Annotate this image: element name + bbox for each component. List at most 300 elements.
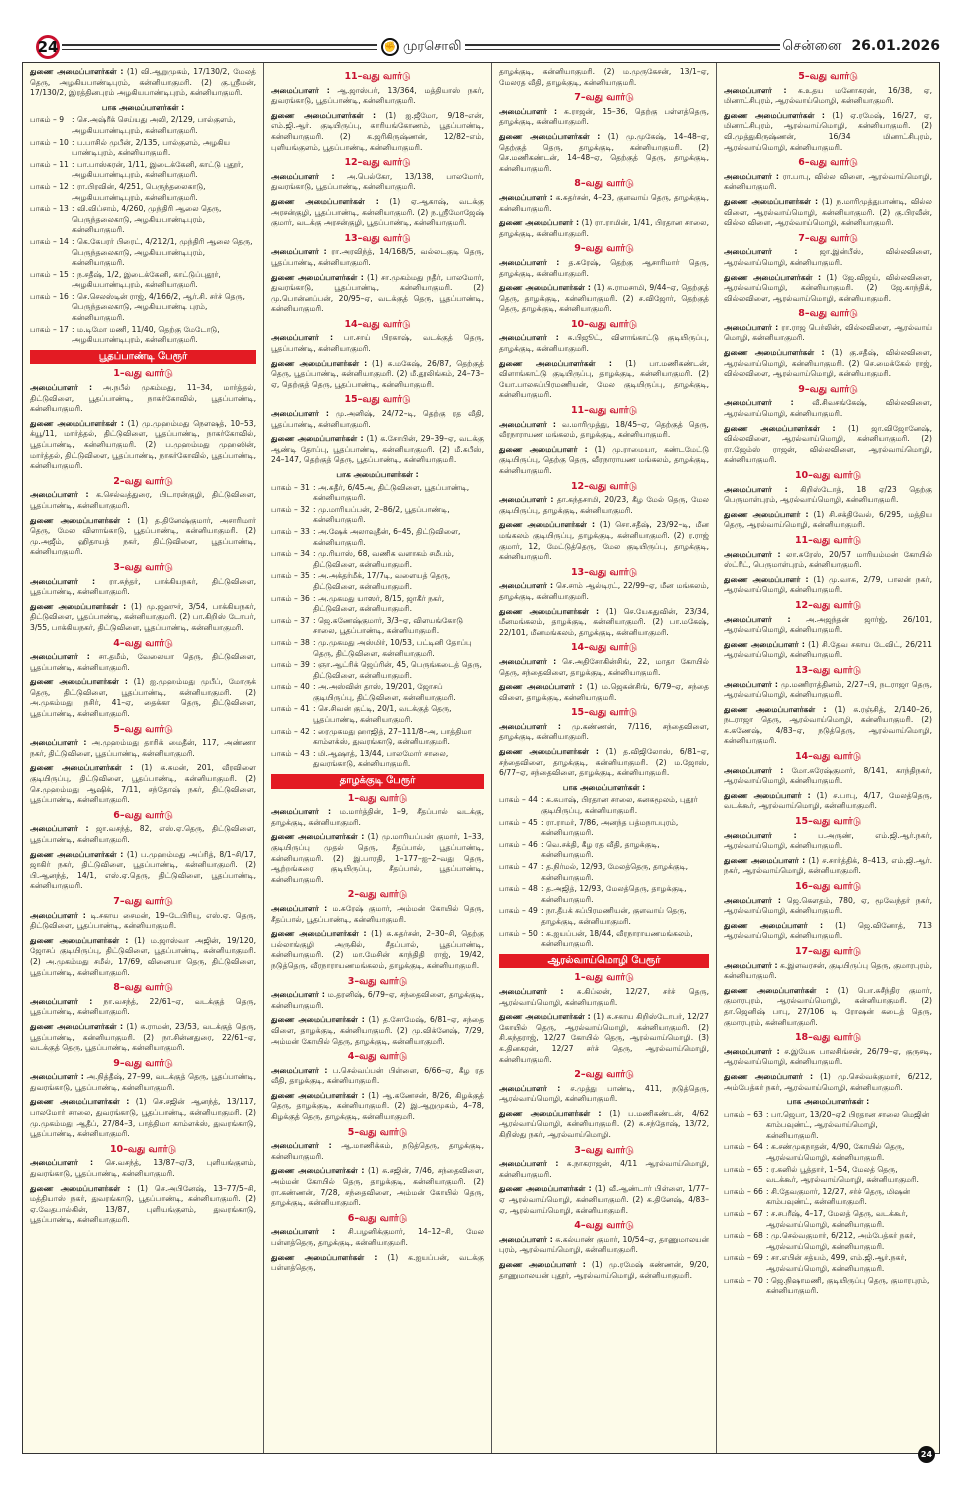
member-details: மு.மணிராத்தினம், 2/27–பி, நடராஜா தெரு, ஆரல்வாய்மொழி, கன்னியாகுமரி. — [724, 679, 933, 700]
member-entry — [499, 1235, 709, 1256]
member-entry — [30, 763, 256, 805]
part-organiser: : ர.கனில் பூத்தார், 1–54, மேலத் தெரு, வடக்கூர், ஆரல்வாய்மொழி, கன்னியாகுமரி. — [766, 1164, 919, 1185]
member-details: (1) ம.ஜெகன்சிங், 6/79–ஏ, சந்தை விளை, தாழக்குடி, கன்னியாகுமரி. — [499, 682, 709, 702]
member-entry — [724, 273, 932, 305]
member-entry — [30, 419, 256, 472]
role-label: துணை அமைப்பாளர் : — [724, 509, 809, 519]
member-entry — [724, 424, 932, 466]
part-organiser: : த.நிர்மல், 12/93, மேலத்தெரு, தாழக்குடி, கன்னியாகுமரி. — [541, 862, 689, 882]
member-entry — [724, 111, 932, 153]
member-details: (1) மு.ரமேஷ் கண்ணன், 9/20, தாணுமாலயன் புதூர், ஆரல்வாய்மொழி, கன்னியாகுமரி. — [499, 1260, 709, 1280]
part-row — [271, 527, 484, 548]
part-organiser: : பா.ஜெபா, 13/20–ஏ2 பிரதான சாலை மெஜின் காம்பவுண்ட், ஆரல்வாய்மொழி, கன்னியாகுமரி. — [766, 1109, 930, 1140]
role-label: அமைப்பாளர் : — [724, 830, 797, 840]
part-organisers-title: பாக அமைப்பாளர்கள் : — [336, 470, 419, 479]
ward-heading: 14–வது வார்டு — [794, 751, 862, 763]
part-number: பாகம் – 36 — [271, 593, 310, 603]
member-entry — [724, 921, 932, 942]
member-entry — [499, 1109, 709, 1141]
member-details: ம.சுரேஷ் குமார், அம்மன் கோயில் தெரு, சீதப்பால், பூதப்பாண்டி, கன்னியாகுமரி. — [271, 903, 484, 924]
member-entry — [30, 738, 256, 759]
member-entry — [499, 722, 709, 743]
ward-heading: 7–வது வார்டு — [113, 895, 173, 907]
member-entry — [271, 86, 484, 107]
member-details: ப.அருண், எம்.ஜி.ஆர்.நகர், ஆரல்வாய்மொழி, கன்னியாகுமரி. — [724, 830, 932, 851]
member-entry — [499, 657, 709, 678]
role-label: துணை அமைப்பாளர்கள் : — [30, 515, 131, 525]
member-details: க.செல்வத்துரை, பிடாரன்குழி, திட்டுவிளை, பூதப்பாண்டி, கன்னியாகுமரி. — [30, 490, 256, 510]
member-details: அ.நபீல் முகம்மது, 11–34, மார்த்தல், திட்டுவிளை, பூதப்பாண்டி, நாகர்கோவில், பூதப்பாண்டி, கன்னியாகுமரி. — [30, 383, 256, 414]
part-organiser: : த.அஜித், 12/93, மேலத்தெரு, தாழக்குடி, கன்னியாகுமரி. — [541, 884, 687, 904]
part-organiser: : வி.விப்சாம், 4/260, முந்திரி ஆலை தெரு, பெருந்தலைகாடு, அழகியபாண்டிபுரம், கன்னியாகுமரி. — [72, 204, 222, 235]
part-organiser: : அ.முகமது யாஸர், 8/15, ஜாகீர் நகர், திட்டுவிளை, கன்னியாகுமரி. — [313, 593, 445, 614]
part-row — [30, 292, 256, 324]
role-label: துணை அமைப்பாளர்கள் : — [499, 747, 599, 757]
member-entry — [724, 1072, 932, 1093]
ward-heading: 10–வது வார்டு — [109, 1143, 177, 1155]
member-entry — [271, 990, 484, 1011]
part-organiser: : மு.ரியாஸ், 68, வணிக வளாகம் சமீபம், திட்டுவிளை, கன்னியாகுமரி. — [313, 549, 455, 569]
role-label: அமைப்பாளர் : — [724, 1046, 780, 1056]
ward-heading: 15–வது வார்டு — [570, 707, 638, 719]
page-number-badge: 24 — [36, 35, 60, 59]
member-details: (1) சி.சக்திவேல், 6/295, மத்திய தெரு, ஆரல்வாய்மொழி, கன்னியாகுமரி. — [724, 509, 932, 530]
ward-heading: 1–வது வார்டு — [347, 792, 408, 804]
role-label: துணை அமைப்பாளர்கள் : — [30, 677, 128, 687]
role-label: துணை அமைப்பாளர்கள் : — [499, 283, 591, 293]
member-details: (1) ம.ஜாஸ்வா அஜின், 19/120, ஜோசப் குடியிருப்பு, திட்டுவிளை, பூதப்பாண்டி, கன்னியாகுமரி. (2) அ.முகம்மது சமீல், 17/69, வினையா தெரு, திட்டுவிளை, பூதப்பாண்டி, கன்னியாகுமரி. — [30, 935, 256, 977]
role-label: அமைப்பாளர் : — [271, 247, 327, 257]
member-entry — [499, 218, 709, 239]
ward-heading: 4–வது வார்டு — [347, 1051, 408, 1063]
ward-heading: 3–வது வார்டு — [347, 975, 408, 987]
part-organiser: : ரைமுகமது ஹாஜித், 27–111/8–அ, பாத்திமா காம்ளக்ஸ், துவரங்காடு, கன்னியாகுமரி. — [313, 726, 472, 747]
ward-heading: 18–வது வார்டு — [794, 1032, 862, 1044]
part-number: பாகம் – 67 — [724, 1209, 763, 1219]
part-number: பாகம் – 45 — [499, 817, 538, 827]
member-details: மு.அனிஷ், 24/72–டி, தெற்கு ரத வீதி, பூதப்பாண்டி, கன்னியாகுமரி. — [271, 409, 484, 429]
part-organiser: : அ.அக்தர்மீக், 17/7டி, வளையத் தெரு, திட்டுவிளை, கன்னியாகுமரி. — [313, 571, 451, 591]
role-label: துணை அமைப்பாளர்கள் : — [499, 358, 612, 368]
part-row — [499, 906, 709, 927]
part-number: பாகம் – 68 — [724, 1231, 763, 1241]
member-details: (1) ஐ.ஜீமோ, 9/18–என், எம்.ஜி.ஆர். குடியிருப்பு, காரியங்கோணம், பூதப்பாண்டி, கன்னியாகுமரி. (2) க.ஜரிகிருஷ்ணன், 12/82–எம், புளியங்குளம், பூதப்பாண்டி, கன்னியாகுமரி. — [271, 110, 484, 152]
paper-logo — [381, 38, 462, 56]
part-row — [724, 1276, 932, 1297]
part-number: பாகம் – 66 — [724, 1186, 763, 1196]
role-label: அமைப்பாளர் : — [724, 549, 781, 559]
member-entry — [30, 652, 256, 673]
role-label: துணை அமைப்பாளர்கள் : — [724, 423, 836, 433]
role-label: அமைப்பாளர் : — [499, 419, 556, 429]
dateline — [782, 38, 940, 56]
member-entry — [499, 1159, 709, 1180]
role-label: துணை அமைப்பாளர்கள் : — [271, 358, 368, 368]
part-organiser: : செ.அஷ்ரீக் செய்யது அலி, 2/129, பால்குளம், அழகியபாண்டிபுரம், கன்னியாகுமரி. — [72, 115, 236, 135]
ward-heading: 12–வது வார்டு — [570, 480, 638, 492]
part-number: பாகம் – 43 — [271, 748, 310, 758]
part-number: பாகம் – 13 — [30, 204, 69, 214]
role-label: அமைப்பாளர் : — [499, 986, 564, 996]
member-details: (1) வீ.ஆண்டார் பிள்ளை, 1/77–ஏ ஆரல்வாய்மொழி, கன்னியாகுமரி. (2) சு.தினேஷ், 4/83–ஏ, ஆரல்வாய்மொழி, கன்னியாகுமரி. — [499, 1184, 709, 1215]
part-number: பாகம் – 14 — [30, 236, 69, 246]
member-entry — [271, 832, 484, 885]
role-label: அமைப்பாளர் : — [724, 398, 794, 408]
member-details: சு.இளவரசன், குடியிருப்பு தெரு, குமாரபுரம், கன்னியாகுமரி. — [724, 960, 932, 981]
role-label: துணை அமைப்பாளர்கள் : — [30, 935, 129, 945]
part-number: பாகம் – 32 — [271, 504, 310, 514]
part-number: பாகம் – 70 — [724, 1275, 763, 1285]
member-details: (1) த.சோமேஷ், 6/81–ஏ, சந்தை விளை, தாழக்குடி, கன்னியாகுமரி. (2) மு.விக்னேஷ், 7/29, அம்மன் கோயில் தெரு, தாழக்குடி, கன்னியாகுமரி. — [271, 1015, 485, 1046]
role-label: அமைப்பாளர் : — [499, 495, 554, 505]
member-entry — [724, 510, 932, 531]
section-banner: ஆரல்வாய்மொழி பேரூர் — [499, 954, 709, 969]
part-number: பாகம் – 35 — [271, 571, 310, 581]
part-organisers-title: பாக அமைப்பாளர்கள் : — [562, 782, 646, 792]
part-organiser: : செ.செலஸ்டின் ராஜ், 4/166/2, ஆர்.சி. சர்ச் தெரு, பெருந்தலைகாடு, அழகியபாண்டி புரம், கன்னியாகுமரி. — [72, 291, 245, 323]
member-entry — [724, 856, 932, 877]
role-label: அமைப்பாளர் : — [271, 807, 331, 817]
member-details: (1) ஆ.கணேசன், 8/26, கிழக்குத் தெரு, தாழக்குடி, கன்னியாகுமரி. (2) இ.ஆறுமுகம், 4–78, கிழக்குத் தெரு, தாழக்குடி, கன்னியாகுமரி. — [271, 1090, 484, 1122]
member-details: அ.அஜந்தன் ஜார்ஜ், 26/101, ஆரல்வாய்மொழி, கன்னியாகுமரி. — [724, 614, 932, 635]
role-label: துணை அமைப்பாளர் : — [499, 1260, 586, 1269]
member-details: (1) த.விஜிலோஸ், 6/81–ஏ, சந்தைவிளை, தாழக்குடி, கன்னியாகுமரி. (2) ம.ஜோஸ், 6/77–ஏ, சந்தைவிளை, தாழக்குடி, கன்னியாகுமரி. — [499, 747, 709, 778]
column-4 — [717, 63, 939, 1453]
member-entry — [30, 1022, 256, 1054]
part-organiser: : சா.எபின் சத்யம், 499, எம்.ஜி.ஆர்.நகர், ஆரல்வாய்மொழி, கன்னியாகுமரி. — [766, 1253, 907, 1273]
ward-heading: 10–வது வார்டு — [570, 318, 638, 330]
role-label: அமைப்பாளர் : — [724, 322, 779, 332]
part-row — [30, 204, 256, 236]
role-label: அமைப்பாளர் : — [499, 192, 553, 202]
article-frame — [22, 62, 940, 1454]
murasoli-emblem-icon: ✊ — [381, 38, 399, 56]
role-label: துணை அமைப்பாளர்கள் : — [499, 1108, 602, 1118]
role-label: அமைப்பாளர் : — [499, 581, 554, 591]
part-organiser: : அ.சுதீர், 6/45அ, திட்டுவிளை, பூதப்பாண்டி, கன்னியாகுமரி. — [313, 482, 470, 503]
part-row — [271, 660, 484, 681]
member-entry — [724, 247, 932, 268]
member-entry — [724, 1047, 932, 1068]
part-row — [271, 749, 484, 770]
role-label: அமைப்பாளர் : — [30, 383, 92, 393]
paper-name: முரசொலி — [402, 39, 462, 54]
member-details: வீ.சிவசங்கேஷ், வில்லவிளை, ஆரல்வாய்மொழி, கன்னியாகுமரி. — [724, 398, 932, 419]
role-label: அமைப்பாளர் : — [30, 1158, 94, 1168]
member-details: சு.கல்யாண் குமார், 10/54–ஏ, தாணுமாலயன் புரம், ஆரல்வாய்மொழி, கன்னியாகுமரி. — [499, 1234, 710, 1255]
member-details: (1) த.தினேஷ்குமார், அசாரிமார் தெரு, மேல விளாங்காடு, பூதப்பாண்டி, கன்னியாகுமரி. (2) மு.அஜீம், ஹிதாயத் நகர், திட்டுவிளை, பூதப்பாண்டி, கன்னியாகுமரி. — [30, 515, 256, 557]
member-entry — [30, 1072, 256, 1093]
divider — [465, 44, 780, 50]
part-row — [30, 160, 256, 181]
role-label: அமைப்பாளர் : — [271, 171, 335, 181]
ward-heading: 14–வது வார்டு — [344, 318, 411, 330]
role-label: அமைப்பாளர் : — [724, 247, 798, 257]
part-number: பாகம் – 17 — [30, 324, 69, 334]
part-organiser: : சு.சுபாஷ், பிரதான சாலை, கனகமூலம், புதூர் குடியிருப்பு, கன்னியாகுமரி. — [541, 795, 698, 816]
member-entry — [271, 1141, 484, 1162]
role-label: அமைப்பாளர் : — [271, 333, 333, 343]
role-label: அமைப்பாளர் : — [724, 484, 788, 494]
part-organiser: : செ.சிவன் குட்டி, 20/1, வடக்குத் தெரு, பூதப்பாண்டி, கன்னியாகுமரி. — [313, 704, 452, 725]
role-label: அமைப்பாளர் : — [271, 990, 325, 1000]
member-entry — [30, 67, 256, 99]
role-label: அமைப்பாளர் : — [30, 576, 96, 586]
role-label: துணை அமைப்பாளர்கள் : — [499, 606, 600, 616]
ward-heading: 9–வது வார்டு — [113, 1057, 173, 1069]
member-details: மோ.சுரேஷ்குமார், 8/141, காந்திநகர், ஆரல்வாய்மொழி, கன்னியாகுமரி. — [724, 765, 932, 786]
role-label: துணை அமைப்பாளர்கள் : — [724, 985, 829, 995]
role-label: துணை அமைப்பாளர் : — [724, 920, 823, 930]
role-label: துணை அமைப்பாளர்கள் : — [724, 272, 822, 282]
member-entry — [724, 485, 932, 506]
role-label: அமைப்பாளர் : — [271, 1227, 335, 1237]
member-details: (1) ச.பாபு, 4/17, மேலத்தெரு, வடக்கூர், ஆரல்வாய்மொழி, கன்னியாகுமரி. — [724, 790, 932, 811]
member-entry — [724, 986, 932, 1028]
role-label: துணை அமைப்பாளர்கள் : — [271, 1090, 365, 1100]
part-row — [271, 594, 484, 615]
member-entry — [271, 409, 484, 430]
ward-heading: 10–வது வார்டு — [794, 470, 862, 481]
role-label: அமைப்பாளர் : — [499, 1083, 561, 1093]
member-details: க.சுதர்சன், 4–23, குளவாய் தெரு, தாழக்குடி, கன்னியாகுமரி. — [499, 192, 709, 213]
part-number: பாகம் – 65 — [724, 1164, 763, 1174]
member-entry — [499, 445, 709, 477]
part-organiser: : பா.பாஸ்கரன், 1/11, இடைக்கேனி, காட்டு புதூர், அழகியபாண்டிபுரம், கன்னியாகுமரி. — [72, 159, 244, 180]
member-details: (1) சு.சஜின், 7/46, சந்தைவிளை, அம்மன் கோயில் தெரு, தாழக்குடி, கன்னியாகுமரி. (2) ரா.கண்ணன், 7/28, சந்தைவிளை, அம்மன் கோயில் தெரு, தாழக்குடி, கன்னியாகுமரி. — [271, 1166, 485, 1208]
member-entry — [271, 1015, 484, 1047]
part-row — [271, 727, 484, 748]
role-label: துணை அமைப்பாளர்கள் : — [271, 832, 365, 842]
part-organiser: : சு.சண்முகநாதன், 4/90, கோயில் தெரு, ஆரல்வாய்மொழி, கன்னியாகுமரி. — [766, 1142, 905, 1163]
member-details: (1) ஏ.ரமேஷ், 16/27, ஏ, மினாட்சிபுரம், ஆரல்வாய்மொழி, கன்னியாகுமரி. (2) வி.முத்துகிருஷ்ணன், 16/34 மினாட்சிபுரம், ஆரல்வாய்மொழி, கன்னியாகுமரி. — [724, 110, 932, 152]
part-organiser: : ரா.ராமர், 7/86, அனந்த பத்மநாபபுரம், கன்னியாகுமரி. — [541, 817, 679, 838]
role-label: துணை அமைப்பாளர்கள் : — [30, 1021, 124, 1031]
ward-heading: 8–வது வார்டு — [113, 982, 173, 994]
part-number: பாகம் – 12 — [30, 181, 69, 191]
part-row — [724, 1165, 932, 1186]
ward-heading: 6–வது வார்டு — [798, 157, 858, 169]
part-row — [724, 1187, 932, 1208]
role-label: துணை அமைப்பாளர்கள் : — [30, 601, 127, 611]
ward-heading: 2–வது வார்டு — [574, 1069, 634, 1081]
city: சென்னை — [782, 38, 842, 54]
member-entry — [724, 575, 932, 596]
member-entry — [724, 615, 932, 636]
role-label: அமைப்பாளர் : — [499, 656, 557, 666]
member-details: (1) செ.சஜின் ஆனந்த், 13/117, பாலமோர் சாலை, துவரங்காடு, பூதப்பாண்டி, கன்னியாகுமரி. (2) மு.முகம்மது ஆதீப், 27/84–3, பாத்திமா காம்ளக்ஸ், துவரங்காடு, பூதப்பாண்டி, கன்னியாகுமரி. — [30, 1097, 256, 1139]
divider — [62, 44, 377, 50]
part-row — [271, 549, 484, 570]
ward-heading: 11–வது வார்டு — [570, 405, 638, 417]
part-number: பாகம் – 10 — [30, 137, 69, 147]
column-1 — [23, 63, 264, 1453]
member-details: மு.கண்ணன், 7/116, சந்தைவிளை, தாழக்குடி, கன்னியாகுமரி. — [499, 721, 709, 742]
part-row — [30, 325, 256, 346]
member-entry — [724, 172, 932, 193]
member-entry — [30, 850, 256, 892]
member-details: (1) சு.ராமசாமி, 9/44–ஏ, தெற்குத் தெரு, தாழக்குடி, கன்னியாகுமரி. (2) ச.விஜோர், தெற்குத் தெரு, தாழக்குடி, கன்னியாகுமரி. — [499, 283, 709, 314]
member-entry — [724, 348, 932, 380]
member-details: (1) ஜே.விஜய், வில்லவிளை, ஆரல்வாய்மொழி, கன்னியாகுமரி. (2) ஜே.காந்திக், வில்லவிளை, ஆரல்வாய்மொழி, கன்னியாகுமரி. — [724, 272, 932, 303]
member-details: (1) ஐ.முஹம்மது முபீப், மோருக் தெரு, திட்டுவிளை, பூதப்பாண்டி, கன்னியாகுமரி. (2) அ.முகம்மது நசிர், 41–ஏ, தைக்கா தெரு, திட்டுவிளை, பூதப்பாண்டி, கன்னியாகுமரி. — [30, 677, 256, 719]
member-details: அ.நித்தீஷ், 27–99, வடக்குத் தெரு, பூதப்பாண்டி, துவரங்காடு, பூதப்பாண்டி, கன்னியாகுமரி. — [30, 1072, 256, 1092]
part-number: பாகம் – 37 — [271, 615, 310, 625]
member-entry — [499, 1260, 709, 1281]
part-row — [30, 270, 256, 291]
member-details: (1) மு.ஜஹுர், 3/54, பாக்கியநகர், திட்டுவிளை, பூதப்பாண்டி, கன்னியாகுமரி. (2) பா.கிறிஸ் டோபர், 3/55, பாக்கியநகர், திட்டுவிளை, பூதப்பாண்டி, கன்னியாகுமரி. — [30, 601, 256, 632]
role-label: அமைப்பாளர் : — [30, 490, 89, 500]
part-organiser: : ந.சதீஷ், 1/2, இடைக்கேனி, காட்டுப்புதூர், அழகியபாண்டிபுரம், கன்னியாகுமரி. — [72, 269, 221, 290]
member-details: நா.வசந்த், 22/61–ஏ, வடக்குத் தெரு, பூதப்பாண்டி, கன்னியாகுமரி. — [30, 996, 256, 1017]
member-entry — [499, 1084, 709, 1105]
part-organiser: : நா.தீபக் சுப்பிரமணியன், குளவாய் தெரு, தாழக்குடி, கன்னியாகுமரி. — [541, 906, 687, 926]
role-label: துணை அமைப்பாளர்கள் : — [271, 1252, 378, 1262]
column-2 — [264, 63, 492, 1453]
ward-heading: 12–வது வார்டு — [794, 599, 862, 611]
role-label: அமைப்பாளர் : — [724, 895, 781, 905]
role-label: அமைப்பாளர் : — [724, 171, 779, 181]
member-details: அ.முஹம்மது தாரிக் மைதீன், 117, அண்ணா நகர், திட்டுவிளை, பூதப்பாண்டி, கன்னியாகுமரி. — [30, 738, 256, 758]
part-number: பாகம் – 31 — [271, 482, 310, 492]
role-label: துணை அமைப்பாளர்கள் : — [30, 849, 124, 859]
ward-heading: 5–வது வார்டு — [113, 723, 173, 735]
ward-heading: 13–வது வார்டு — [344, 232, 411, 244]
role-label: அமைப்பாளர் : — [499, 257, 560, 267]
part-organiser: : ம.டிமோ மணி, 11/40, தெற்கு மேடோடு, அழகியபாண்டிபுரம், கன்னியாகுமரி. — [72, 324, 220, 345]
issue-date: 26.01.2026 — [851, 38, 941, 54]
member-entry — [30, 516, 256, 558]
part-row — [499, 862, 709, 883]
part-organiser: : ஜெ.நிஷாமணி, குடியிருப்பு தெரு, குமாரபுரம், கன்னியாகுமரி. — [766, 1275, 930, 1296]
ward-heading: 1–வது வார்டு — [113, 368, 173, 380]
role-label: துணை அமைப்பாளர்கள் : — [271, 1166, 365, 1176]
member-details: (1) மு.வாசு, 2/79, பாலன் நகர், ஆரல்வாய்மொழி, கன்னியாகுமரி. — [724, 574, 932, 595]
role-label: அமைப்பாளர் : — [499, 1234, 553, 1244]
part-number: பாகம் – 39 — [271, 660, 310, 670]
member-details: ரா.பாபு, வில்ல விளை, ஆரல்வாய்மொழி, கன்னியாகுமரி. — [724, 171, 932, 192]
role-label: துணை அமைப்பாளர்கள் : — [271, 110, 377, 120]
member-entry — [499, 1184, 709, 1216]
part-number: பாகம் – 42 — [271, 726, 310, 736]
member-details: (1) சி.தேவ சகாய டேவிட், 26/211 ஆரல்வாய்மொழி, கன்னியாகுமரி. — [724, 639, 932, 660]
part-organiser: : மு.மாரியப்பன், 2–86/2, பூதப்பாண்டி, கன்னியாகுமரி. — [313, 504, 450, 525]
part-organiser: : கெ.கேபரர் பிரைட், 4/212/1, முந்திரி ஆலை தெரு, பெருந்தலைகாடு, அழகியபாண்டிபுரம், கன்னியாகுமரி. — [72, 236, 253, 268]
member-details: (1) க.சுமன், 201, வீரவிளை குடியிருப்பு, திட்டுவிளை, பூதப்பாண்டி, கன்னியாகுமரி. (2) செ.முஹம்மது ஆஷிக், 7/11, சந்தோஷ் நகர், திட்டுவிளை, பூதப்பாண்டி, கன்னியாகுமரி. — [30, 763, 256, 805]
part-number: பாகம் – 11 — [30, 159, 69, 169]
part-row — [499, 884, 709, 905]
role-label: துணை அமைப்பாளர்கள் : — [30, 1097, 130, 1107]
member-entry — [724, 197, 932, 229]
member-details: (1) செ.யேசுதுவின், 23/34, மீனமங்கலம், தாழக்குடி, கன்னியாகுமரி. (2) பா.மகேஷ், 22/101, மீனமங்கலம், தாழக்குடி, கன்னியாகுமரி. — [499, 606, 709, 637]
member-details: ச.இயேசு பாலசிங்சன், 26/79–ஏ, குருசடி, ஆரல்வாய்மொழி, கன்னியாகுமரி. — [724, 1046, 932, 1067]
member-entry — [724, 766, 932, 787]
masthead — [36, 34, 940, 60]
role-label: அமைப்பாளர் : — [724, 614, 791, 624]
ward-heading: 15–வது வார்டு — [794, 816, 862, 828]
member-entry — [499, 495, 709, 516]
member-entry — [271, 807, 484, 828]
column-3 — [492, 63, 717, 1453]
part-row — [724, 1110, 932, 1142]
role-label: அமைப்பாளர் : — [30, 824, 89, 834]
member-details: (1) சொ.சதீஷ், 23/92–டி, மீன மங்கலம் குடியிருப்பு, தாழக்குடி, கன்னியாகுமரி. (2) ர.ராஜ் குமார், 12, மேட்டுத்தெரு, மேல குடியிருப்பு, தாழக்குடி, கன்னியாகுமரி. — [499, 520, 709, 562]
member-details: (1) சு.மகேஷ், 26/87, தெற்குத் தெரு, பூதப்பாண்டி, கன்னியாகுமரி. (2) மீ.தூலிங்கம், 24–73–ஏ, தெற்குத் தெரு, பூதப்பாண்டி, கன்னியாகுமரி. — [271, 358, 484, 389]
role-label: அமைப்பாளர் : — [30, 738, 87, 748]
part-organiser: : அ.அஸ்வின் தாஸ், 19/201, ஜோசப் குடியிருப்பு, திட்டுவிளை, கன்னியாகுமரி. — [313, 682, 456, 702]
member-details: ஆ.ஜாஸ்பர், 13/364, மத்தியாஸ் நகர், துவரங்காடு, பூதப்பாண்டி, கன்னியாகுமரி. — [271, 85, 485, 106]
member-details: ஆ.மாணிக்கம், நடுத்தெரு, தாழக்குடி, கன்னியாகுமரி. — [271, 1141, 484, 1161]
part-number: பாகம் – 64 — [724, 1142, 763, 1152]
ward-heading: 6–வது வார்டு — [347, 1212, 408, 1224]
role-label: துணை அமைப்பாளர்கள் : — [724, 196, 819, 206]
part-row — [30, 237, 256, 269]
member-entry — [30, 1184, 256, 1226]
part-organiser: : ச.சபரீஷ், 4–17, மேலத் தெரு, வடக்கூர், ஆரல்வாய்மொழி, கன்னியாகுமரி. — [766, 1209, 908, 1229]
role-label: துணை அமைப்பாளர் : — [499, 218, 579, 228]
role-label: துணை அமைப்பாளர்கள் : — [724, 704, 827, 714]
member-entry — [499, 193, 709, 214]
part-row — [271, 505, 484, 526]
role-label: அமைப்பாளர் : — [30, 652, 90, 662]
member-details: சு.ராஜன், 15–36, தெற்கு பள்ளத்தெரு, தாழக்குடி, கன்னியாகுமரி. — [499, 106, 709, 127]
member-details: சு.உதய மனோகரன், 16/38, ஏ, மினாட்சிபுரம், ஆரல்வாய்மொழி, கன்னியாகுமரி. — [724, 85, 932, 106]
part-number: பாகம் – 47 — [499, 862, 538, 871]
role-label: அமைப்பாளர் : — [499, 1159, 559, 1169]
member-details: (1) க.சோபின், 29–39–ஏ, வடக்கு ஆண்டி தோப்பு, பூதப்பாண்டி, கன்னியாகுமரி. (2) மீ.சுபீஸ், 24–147, தெற்குத் தெரு, பூதப்பாண்டி, கன்னியாகுமரி. — [271, 434, 485, 465]
member-details: ஜா.இன்பீஸ், வில்லவிளை, ஆரல்வாய்மொழி, கன்னியாகுமரி. — [724, 247, 932, 267]
part-row — [271, 704, 484, 725]
role-label: துணை அமைப்பாளர்கள் : — [271, 1015, 365, 1025]
ward-heading: 1–வது வார்டு — [574, 972, 634, 984]
member-details: (1) க.ஐயப்பன், வடக்கு பள்ளத்தெரு, — [271, 1252, 484, 1273]
role-label: அமைப்பாளர் : — [271, 85, 330, 95]
member-details: தாழக்குடி, கன்னியாகுமரி. (2) ம.முருகேசன், 13/1–ஏ, மேலரத வீதி, தாழக்குடி, கன்னியாகுமரி. — [499, 67, 709, 87]
ward-heading: 9–வது வார்டு — [574, 243, 634, 255]
role-label: துணை அமைப்பாளர்கள் : — [724, 348, 825, 358]
ward-heading: 5–வது வார்டு — [798, 71, 858, 82]
member-details: ஜா.வசந்த், 82, எஸ்.ஏ.தெரு, திட்டுவிளை, பூதப்பாண்டி, கன்னியாகுமரி. — [30, 824, 256, 844]
role-label: துணை அமைப்பாளர்கள் : — [499, 131, 601, 141]
part-row — [499, 929, 709, 950]
member-details: (1) பா.மணிகண்டன், விளாங்காட்டு குடியிருப்பு, தாழக்குடி, கன்னியாகுமரி. (2) யோ.பாலசுப்பிரமணியன், மேல குடியிருப்பு, தாழக்குடி, கன்னியாகுமரி. — [499, 358, 709, 400]
part-row — [30, 115, 256, 136]
member-details: ம.தரனிஷ், 6/79–ஏ, சந்தைவிளை, தாழக்குடி, கன்னியாகுமரி. — [271, 990, 484, 1010]
role-label: துணை அமைப்பாளர்கள் : — [499, 1184, 592, 1194]
ward-heading: 13–வது வார்டு — [570, 566, 638, 578]
member-details: ப.செல்வப்பன் பிள்ளை, 6/66–ஏ, கீழ ரத வீதி, தாழக்குடி, கன்னியாகுமரி. — [271, 1065, 484, 1086]
member-entry — [271, 247, 484, 268]
role-label: துணை அமைப்பாளர்கள் : — [499, 1012, 591, 1022]
part-organiser: : சி.தேவகுமார், 12/27, சர்ச் தெரு, மிஷன் காம்பவுண்ட், கன்னியாகுமரி. — [766, 1186, 911, 1207]
member-details: ரா.ராஜ பெர்லின், வில்லவிளை, ஆரல்வாய் மொழி, கன்னியாகுமரி. — [724, 322, 932, 343]
ward-heading: 3–வது வார்டு — [574, 1144, 634, 1156]
member-details: (1) மு.முகேஷ், 14–48–ஏ, தெற்குத் தெரு, தாழக்குடி, கன்னியாகுமரி. (2) செ.மணிகண்டன், 14–48–ஏ, தெற்குத் தெரு, தாழக்குடி, கன்னியாகுமரி. — [499, 131, 709, 173]
ward-heading: 7–வது வார்டு — [574, 92, 634, 104]
member-details: (1) சு.ரஞ்சித், 2/140–26, நடராஜா தெரு, ஆரல்வாய்மொழி, கன்னியாகுமரி. (2) சு.கணேஷ், 4/83–ஏ, நடுத்தெரு, ஆரல்வாய்மொழி, கன்னியாகுமரி. — [724, 704, 932, 746]
member-details: சு.நாகராஜன், 4/11 ஆரல்வாய்மொழி, கன்னியாகுமரி. — [499, 1159, 709, 1179]
member-entry — [499, 581, 709, 602]
member-entry — [271, 1166, 484, 1208]
ward-heading: 17–வது வார்டு — [794, 945, 862, 957]
member-details: (1) ப.முஹம்மது அப்ரித், 8/1–சி/17, ஜாகிர் நகர், திட்டுவிளை, பூதப்பாண்டி, கன்னியாகுமரி. (2) பி.ஆனந்த், 14/1, எஸ்.ஏ.தெரு, திட்டுவிளை, பூதப்பாண்டி, கன்னியாகுமரி. — [30, 849, 257, 891]
part-organiser: : ஞா.ஆட்ரிக் ஜெப்ரின், 45, பெருங்கடைத் தெரு, திட்டுவிளை, கன்னியாகுமரி. — [313, 660, 482, 680]
role-label: துணை அமைப்பாளர் : — [499, 682, 583, 692]
part-number: பாகம் – 49 — [499, 906, 538, 916]
part-row — [30, 182, 256, 203]
member-entry — [271, 904, 484, 925]
member-entry — [30, 1097, 256, 1139]
